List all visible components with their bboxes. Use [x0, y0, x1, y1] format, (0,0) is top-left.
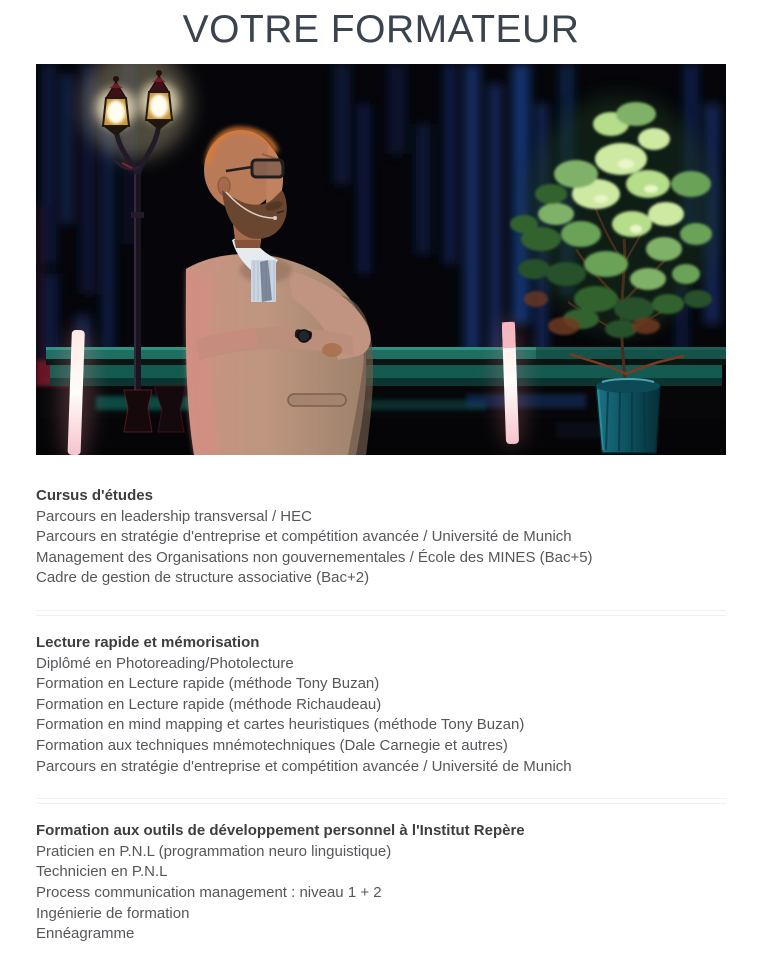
page-title: VOTRE FORMATEUR — [182, 8, 580, 51]
bio-line: Formation en mind mapping et cartes heuristiques (méthode Tony Buzan) — [36, 716, 525, 734]
bio-line: Ingénierie de formation — [36, 904, 190, 922]
section-heading: Cursus d'études — [36, 487, 153, 504]
bio-line: Parcours en stratégie d'entreprise et compétition avancée / Université de Munich — [36, 528, 572, 546]
bio-line: Parcours en stratégie d'entreprise et compétition avancée / Université de Munich — [36, 757, 572, 775]
section-divider — [36, 798, 726, 804]
bio-line: Praticien en P.N.L (programmation neuro linguistique) — [36, 842, 392, 860]
bio-line: Cadre de gestion de structure associative (Bac+2) — [36, 569, 370, 587]
stage-photo — [36, 64, 726, 455]
bio-line: Management des Organisations non gouvernementales / École des MINES (Bac+5) — [36, 548, 593, 566]
bio-line: Process communication management : niveau 1 + 2 — [36, 883, 382, 901]
bio-line: Diplômé en Photoreading/Photolecture — [36, 654, 294, 672]
bio-line: Parcours en leadership transversal / HEC — [36, 507, 312, 525]
section-heading: Lecture rapide et mémorisation — [36, 633, 260, 651]
bio-line: Formation aux techniques mnémotechniques (Dale Carnegie et autres) — [36, 736, 508, 754]
section-heading: Formation aux outils de développement personnel à l'Institut Repère — [36, 822, 525, 840]
section-divider — [36, 610, 726, 616]
bio-line: Formation en Lecture rapide (méthode Tony Buzan) — [36, 675, 380, 693]
trash-can-planter — [596, 379, 660, 453]
bio-line: Formation en Lecture rapide (méthode Richaudeau) — [36, 695, 382, 713]
section-developpement-personnel — [36, 821, 726, 945]
bio-line: Ennéagramme — [36, 925, 135, 943]
section-lecture-rapide — [36, 633, 726, 777]
bio-line: Technicien en P.N.L — [36, 863, 168, 881]
bio-content — [36, 486, 726, 945]
section-cursus — [36, 486, 726, 589]
